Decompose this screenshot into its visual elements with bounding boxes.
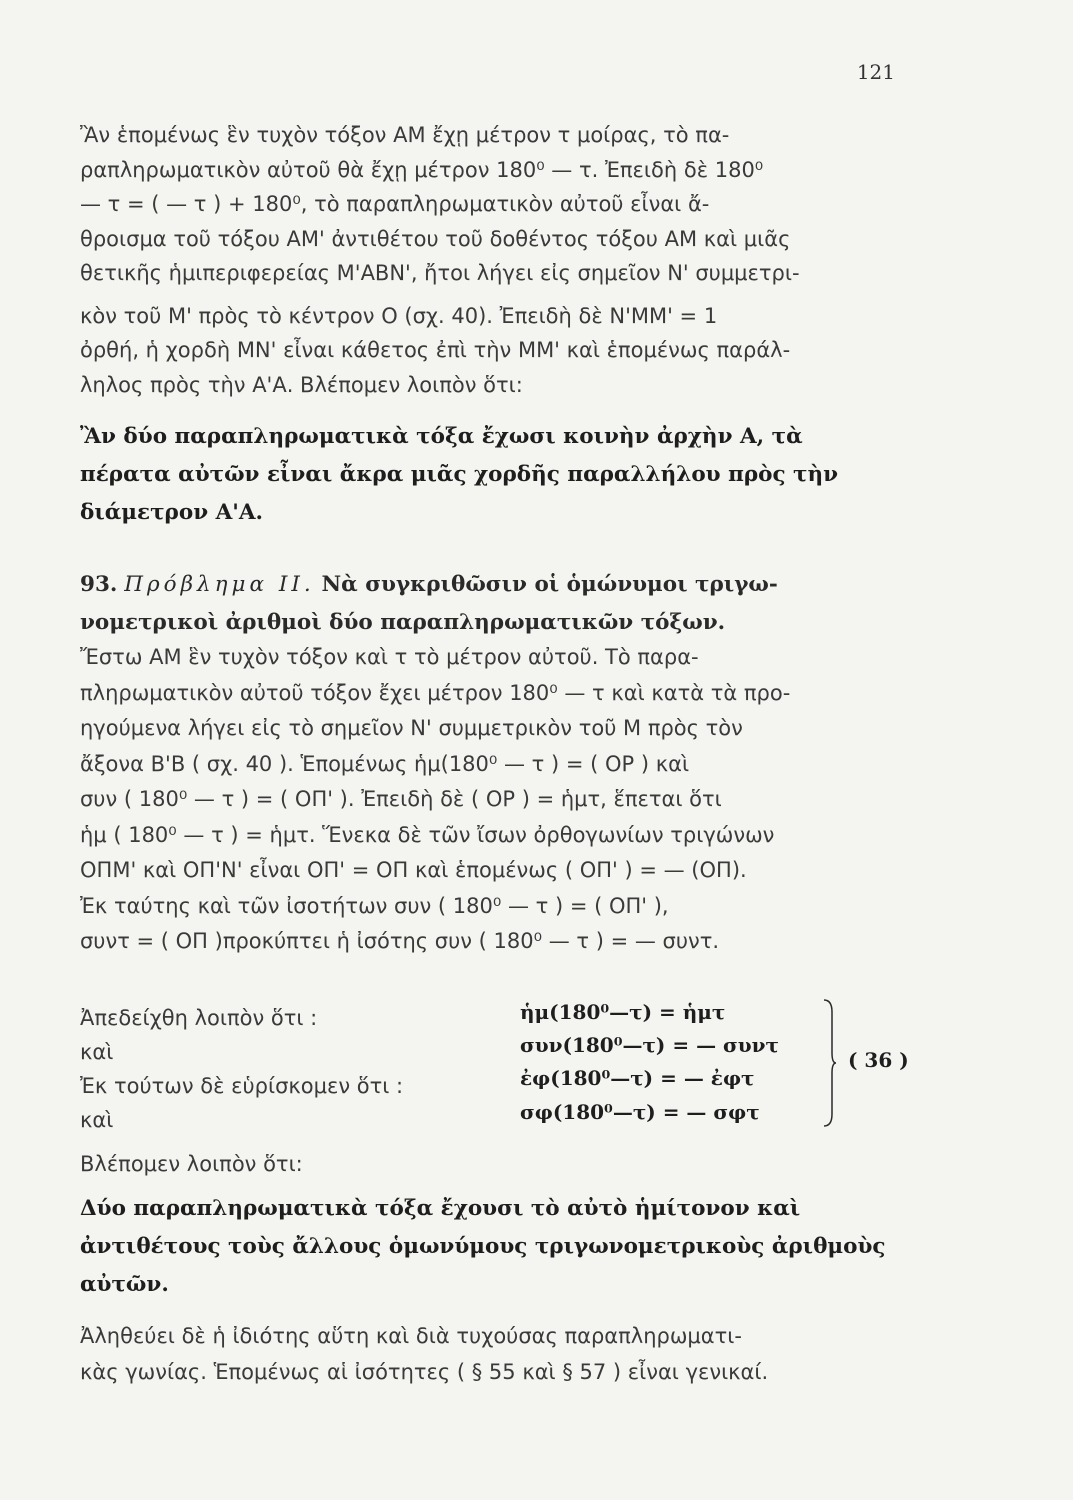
rule-statement-1 [80,418,910,532]
paragraph-proof [80,640,910,960]
text-line: ὀρθή, ἡ χορδὴ ΜΝ' εἶναι κάθετος ἐπὶ τὴν ΜΜ' καὶ ἑπομένως παράλ- [80,338,791,362]
equation-number: ( 36 ) [848,1048,909,1072]
equation-label: καὶ [80,1108,114,1132]
text-line: ἀντιθέτους τοὺς ἄλλους ὁμωνύμους τριγωνομετρικοὺς ἀριθμοὺς [80,1234,886,1259]
problem-label: Πρόβλημα ΙΙ. [124,572,315,597]
text-line: ληλος πρὸς τὴν Α'Α. Βλέπομεν λοιπὸν ὅτι: [80,372,523,397]
text-line: Ἂν δύο παραπληρωματικὰ τόξα ἔχωσι κοινὴν ἀρχὴν Α, τὰ [80,424,803,449]
text-line: ἡμ ( 180⁰ — τ ) = ἡμτ. Ἕνεκα δὲ τῶν ἴσων ὀρθογωνίων τριγώνων [80,822,775,847]
page-number: 121 [856,60,895,84]
conclusion-intro: Βλέπομεν λοιπὸν ὅτι: [80,1152,303,1176]
text-line: κὸν τοῦ Μ' πρὸς τὸ κέντρον Ο (σχ. 40). Ἐπειδὴ δὲ Ν'ΜΜ' = 1 [80,303,718,328]
text-line: Ἀληθεύει δὲ ἡ ἰδιότης αὕτη καὶ διὰ τυχούσας παραπληρωματι- [80,1324,742,1348]
text-line: Ἔστω ΑΜ ἓν τυχὸν τόξον καὶ τ τὸ μέτρον αὐτοῦ. Τὸ παρα- [80,645,699,669]
text-line: πέρατα αὐτῶν εἶναι ἄκρα μιᾶς χορδῆς παραλλήλου πρὸς τὴν [80,462,839,487]
text-line: αὐτῶν. [80,1272,169,1297]
right-brace-icon [822,998,836,1128]
section-number: 93. [80,572,118,597]
equation-label: καὶ [80,1040,114,1064]
text-line: ΟΠΜ' καὶ ΟΠ'Ν' εἶναι ΟΠ' = ΟΠ καὶ ἑπομένως ( ΟΠ' ) = — (ΟΠ). [80,858,747,882]
formula-sine: ἡμ(180⁰—τ) = ἡμτ [520,1000,726,1024]
section-heading [80,566,910,642]
section-title-cont: νομετρικοὶ ἀριθμοὶ δύο παραπληρωματικῶν τόξων. [80,610,726,635]
formula-tangent: ἐφ(180⁰—τ) = — ἐφτ [520,1066,755,1090]
text-line: Ἐκ ταύτης καὶ τῶν ἰσοτήτων συν ( 180⁰ — τ ) = ( ΟΠ' ), [80,893,669,918]
equation-label: Ἐκ τούτων δὲ εὑρίσκομεν ὅτι : [80,1074,404,1098]
rule-statement-2 [80,1190,910,1304]
formula-cotangent: σφ(180⁰—τ) = — σφτ [520,1100,760,1124]
text-line: ἄξονα Β'Β ( σχ. 40 ). Ἑπομένως ἡμ(180⁰ — τ ) = ( ΟΡ ) καὶ [80,751,690,776]
formula-cosine: συν(180⁰—τ) = — συντ [520,1033,779,1057]
text-line: διάμετρον Α'Α. [80,500,264,525]
text-line: — τ = ( — τ ) + 180⁰, τὸ παραπληρωματικὸν αὐτοῦ εἶναι ἄ- [80,192,710,216]
text-line: κὰς γωνίας. Ἑπομένως αἱ ἰσότητες ( § 55 καὶ § 57 ) εἶναι γενικαί. [80,1360,769,1384]
final-paragraph [80,1318,910,1390]
text-line: θετικῆς ἡμιπεριφερείας Μ'ΑΒΝ', ἤτοι λήγει εἰς σημεῖον Ν' συμμετρι- [80,261,800,285]
text-line: συν ( 180⁰ — τ ) = ( ΟΠ' ). Ἐπειδὴ δὲ ( ΟΡ ) = ἡμτ, ἕπεται ὅτι [80,787,722,811]
text-line: πληρωματικὸν αὐτοῦ τόξον ἔχει μέτρον 180⁰ — τ καὶ κατὰ τὰ προ- [80,680,791,705]
text-line: συντ = ( ΟΠ )προκύπτει ἡ ἰσότης συν ( 180⁰ — τ ) = — συντ. [80,929,720,953]
text-line: ραπληρωματικὸν αὐτοῦ θὰ ἔχῃ μέτρον 180⁰ — τ. Ἐπειδὴ δὲ 180⁰ [80,157,764,182]
text-line: Δύο παραπληρωματικὰ τόξα ἔχουσι τὸ αὐτὸ ἡμίτονον καὶ [80,1196,801,1221]
text-line: θροισμα τοῦ τόξου ΑΜ' ἀντιθέτου τοῦ δοθέντος τόξου ΑΜ καὶ μιᾶς [80,226,791,251]
equation-label: Ἀπεδείχθη λοιπὸν ὅτι : [80,1006,318,1030]
text-line: ηγούμενα λήγει εἰς τὸ σημεῖον Ν' συμμετρικὸν τοῦ Μ πρὸς τὸν [80,716,743,740]
section-title: Νὰ συγκριθῶσιν οἱ ὁμώνυμοι τριγω- [321,572,778,597]
text-line: Ἂν ἑπομένως ἓν τυχὸν τόξον ΑΜ ἔχῃ μέτρον τ μοίρας, τὸ πα- [80,123,730,147]
paragraph-supplementary-arcs [80,118,910,402]
